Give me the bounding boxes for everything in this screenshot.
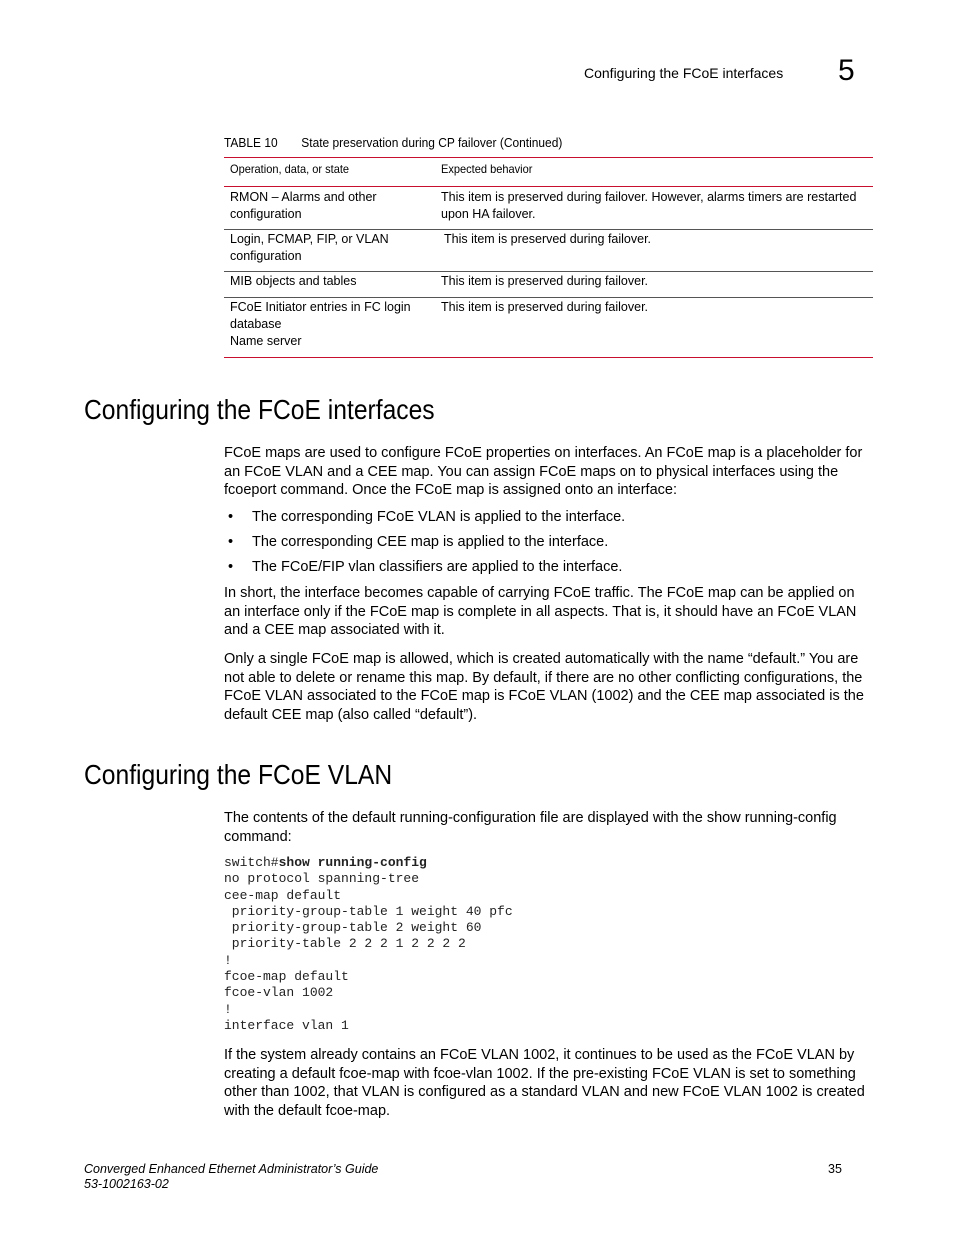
table-cell: This item is preserved during failover. However, alarms timers are restarted upon HA failover. — [441, 190, 857, 221]
section-heading-fcoe-vlan: Configuring the FCoE VLAN — [84, 759, 393, 790]
show-running-config-command: show running-config — [706, 810, 837, 826]
running-header-title: Configuring the FCoE interfaces — [584, 65, 784, 81]
table-row-divider — [224, 297, 873, 298]
table-cell: This item is preserved during failover. — [444, 232, 652, 246]
table-caption — [224, 135, 562, 150]
table-row-divider — [224, 229, 873, 230]
footer-doc-title: Converged Enhanced Ethernet Administrator’s Guide — [84, 1162, 379, 1176]
code-block: switch#show running-config no protocol spanning-tree cee-map default priority-group-table 1 weight 40 pfc priority-group-table 2 weight 60 priority-table 2 2 2 1 2 2 2 2 ! fcoe-map default fcoe-vlan 1002 ! interface vlan 1 — [224, 855, 513, 1033]
chapter-number: 5 — [838, 54, 855, 87]
column-header-operation: Operation, data, or state — [230, 162, 350, 176]
section1-intro: FCoE maps are used to configure FCoE properties on interfaces. An FCoE map is a placeholder for an FCoE VLAN and a CEE map. You can assign FCoE maps on to physical interfaces using the fcoeport command. Once the FCoE map is assigned onto an interface: — [224, 445, 863, 499]
section1-paragraph: Only a single FCoE map is allowed, which is created automatically with the name “default.” You are not able to delete or rename this map. By default, if there are no other conflicting configurations, the FCoE VLAN associated to the FCoE map is FCoE VLAN (1002) and the CEE map associated is the default CEE map (also called “default”). — [224, 651, 864, 724]
bullet-marker: • — [228, 509, 234, 525]
table-cell: This item is preserved during failover. — [441, 300, 649, 314]
table-cell: FCoE Initiator entries in FC login database Name server — [230, 300, 411, 348]
table-top-rule — [224, 157, 873, 158]
table-row-divider — [224, 271, 873, 272]
table-bottom-rule — [224, 357, 873, 358]
fcoeport-command: fcoeport — [224, 482, 277, 499]
bullet-marker: • — [228, 559, 234, 575]
section2-paragraph: If the system already contains an FCoE VLAN 1002, it continues to be used as the FCoE VLAN by creating a default fcoe-map with fcoe-vlan 1002. If the pre-existing FCoE VLAN is set to something other than 1002, that VLAN is configured as a standard VLAN and new FCoE VLAN 1002 is created with the default fcoe-map. — [224, 1047, 865, 1120]
bullet-marker: • — [228, 534, 234, 550]
table-header-rule — [224, 186, 873, 187]
footer-doc-number: 53-1002163-02 — [84, 1177, 169, 1191]
table-title: State preservation during CP failover (Continued) — [301, 135, 563, 150]
section1-paragraph: In short, the interface becomes capable of carrying FCoE traffic. The FCoE map can be applied on an interface only if the FCoE map is complete in all aspects. That is, it should have an FCoE VLAN and a CEE map associated with it. — [224, 585, 857, 639]
table-cell: MIB objects and tables — [230, 274, 357, 288]
table-cell: This item is preserved during failover. — [441, 274, 649, 288]
code-command: show running-config — [278, 855, 427, 870]
table-cell: RMON – Alarms and other configuration — [230, 190, 377, 221]
list-item: The corresponding CEE map is applied to the interface. — [252, 534, 609, 550]
page-number: 35 — [828, 1162, 842, 1176]
list-item: The corresponding FCoE VLAN is applied to the interface. — [252, 509, 626, 525]
table-cell: Login, FCMAP, FIP, or VLAN configuration — [230, 232, 389, 263]
section-heading-fcoe-interfaces: Configuring the FCoE interfaces — [84, 394, 435, 425]
section2-intro: The contents of the default running-configuration file are displayed with the show running-config command: — [224, 810, 837, 845]
column-header-behavior: Expected behavior — [441, 162, 533, 176]
list-item: The FCoE/FIP vlan classifiers are applied to the interface. — [252, 559, 623, 575]
table-label: TABLE 10 — [224, 135, 278, 150]
